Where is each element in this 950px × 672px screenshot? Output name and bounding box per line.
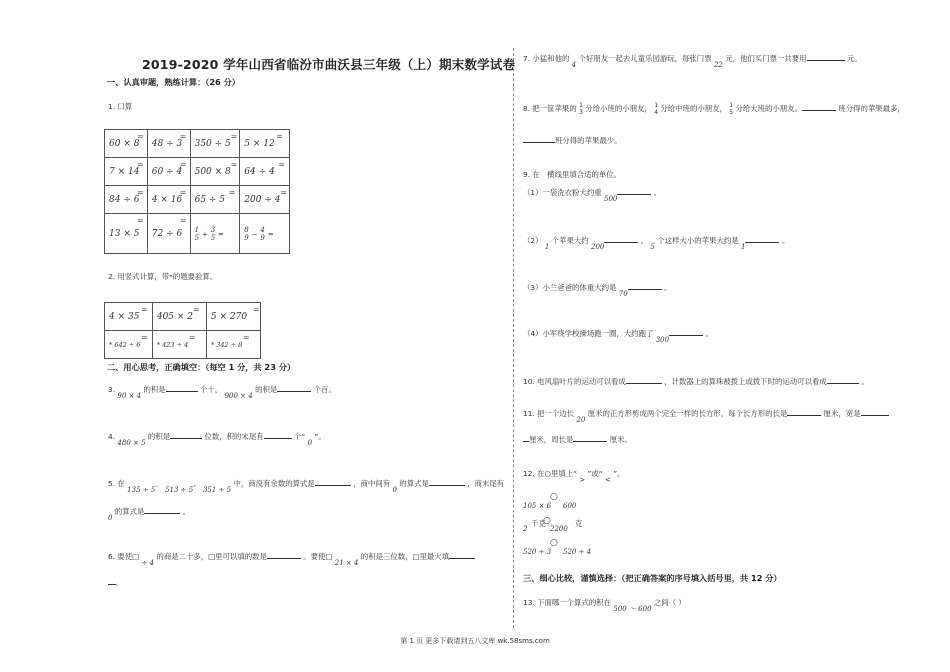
vertical-calc-table — [104, 302, 261, 359]
oral-cell: 13 × 5 = — [105, 214, 148, 254]
page-footer: 第 1 页 更多下载请到五八文库 wk.58sms.com — [400, 637, 550, 645]
oral-cell: 60 × 8 = — [105, 130, 148, 158]
oral-cell: 7 × 14 = — [105, 158, 148, 186]
question-10: 10. 电风扇叶片的运动可以看成 ，计数器上的算珠被拨上或拨下时的运动可以看成 。 — [523, 377, 869, 386]
compare-row-2: 千克 ○ 克 2 2200 — [523, 516, 583, 533]
oral-cell: 4 × 16 = — [147, 186, 190, 214]
fraction-cell: 8 9 − 4 9 = — [240, 214, 290, 254]
oral-cell: 72 ÷ 6 = — [147, 214, 190, 254]
compare-row-1: ○ 105 × 6 600 — [523, 492, 577, 510]
compare-circle: ○ — [550, 492, 558, 502]
question-11: 11. 把一个边长 20 厘米的正方形剪成两个完全一样的长方形，每个长方形的长是 厘米，宽是 — [523, 407, 889, 419]
vertical-cell: 5 × 270 = — [206, 303, 260, 331]
question-9-item-1: （1）一袋洗衣粉大约重 500 。 — [523, 188, 662, 203]
oral-cell: 350 ÷ 5 = — [190, 130, 240, 158]
question-12: 12. 在○里填上“ > ”或“ < ”。 — [523, 469, 625, 484]
section-3-heading: 三、细心比较，谨慎选择：（把正确答案的序号填入括号里，共 12 分） — [523, 573, 782, 583]
section-2-heading: 二、用心思考，正确填空：（每空 1 分，共 23 分） — [107, 362, 296, 372]
question-8-cont: 班分得的苹果最少。 — [523, 134, 622, 146]
oral-cell: 60 ÷ 4 = — [147, 158, 190, 186]
page-title: 2019-2020 学年山西省临汾市曲沃县三年级（上）期末数学试卷 — [142, 57, 516, 72]
vertical-cell: * 423 ÷ 4 = — [152, 331, 206, 359]
question-13: 13. 下面哪一个算式的积在 500 ～ 600 之间（ ） — [523, 598, 686, 613]
question-9-heading: 9. 在 横线里填合适的单位。 — [523, 170, 622, 179]
question-7: 7. 小猛和他的 4 个好朋友一起去儿童乐园游玩，每张门票 22 元，他们买门票一共要用 元。 — [523, 54, 862, 69]
oral-cell: 65 ÷ 5 = — [190, 186, 240, 214]
compare-circle: ○ — [543, 516, 551, 526]
oral-cell: 64 ÷ 4 = — [240, 158, 290, 186]
oral-cell: 84 ÷ 6 = — [105, 186, 148, 214]
question-11-cont: 厘米，周长是 厘米。 — [523, 433, 632, 445]
question-2-label: 2. 用竖式计算，带*的题要验算。 — [108, 272, 218, 281]
question-9-item-4: （4）小军绕学校操场跑一圈，大约跑了 300 。 — [523, 329, 713, 344]
oral-cell: 5 × 12 = — [240, 130, 290, 158]
question-5-cont: 0 的算式是 。 — [108, 507, 191, 522]
question-8: 8. 把一筐苹果的 1 3 分给小班的小朋友， 1 4 分给中班的小朋友， 1 5 分给大班的小朋友。 班分得的苹果最多， — [523, 102, 905, 116]
oral-cell: 500 × 8 = — [190, 158, 240, 186]
vertical-cell: * 642 ÷ 6 = — [105, 331, 153, 359]
question-9-item-2: （2） 1 个苹果大约 200 ， 5 个这样大小的苹果大约是 1 。 — [523, 236, 790, 251]
vertical-cell: * 342 ÷ 8 = — [206, 331, 260, 359]
question-1-label: 1. 口算 — [108, 102, 133, 111]
compare-circle: ○ — [550, 538, 558, 548]
column-divider — [513, 48, 514, 628]
compare-row-3: ○ 520 ÷ 3 520 ÷ 4 — [523, 538, 592, 556]
section-1-heading: 一、认真审题，熟练计算：（26 分） — [107, 77, 240, 87]
oral-cell: 48 ÷ 3 = — [147, 130, 190, 158]
question-3: 3. 90 × 4 的积是 个十， 900 × 4 的积是 个百。 — [108, 385, 336, 400]
question-9-item-3: （3）小兰爸爸的体重大约是 70 。 — [523, 283, 672, 298]
fraction-cell: 1 5 + 3 5 = — [190, 214, 240, 254]
vertical-cell: 405 × 2 = — [152, 303, 206, 331]
question-5: 5. 在 135 ÷ 5、 513 ÷ 5、 351 ÷ 5 中，商没有余数的算式是 ，商中间有 0 的算式是 ，商末尾有 — [108, 479, 505, 494]
question-6: 6. 要使□ ÷ 4 的商是二十多，□里可以填的数是 。要使□ 21 × 4 的积是三位数，□里最大填 — [108, 550, 475, 562]
oral-cell: 200 ÷ 4 = — [240, 186, 290, 214]
question-4: 4. 480 × 5 的积是 位数，积的末尾有 个“ 0 ”。 — [108, 432, 326, 447]
oral-calc-table — [104, 129, 290, 254]
vertical-cell: 4 × 35 = — [105, 303, 153, 331]
question-6-cont: 。 — [108, 576, 123, 588]
